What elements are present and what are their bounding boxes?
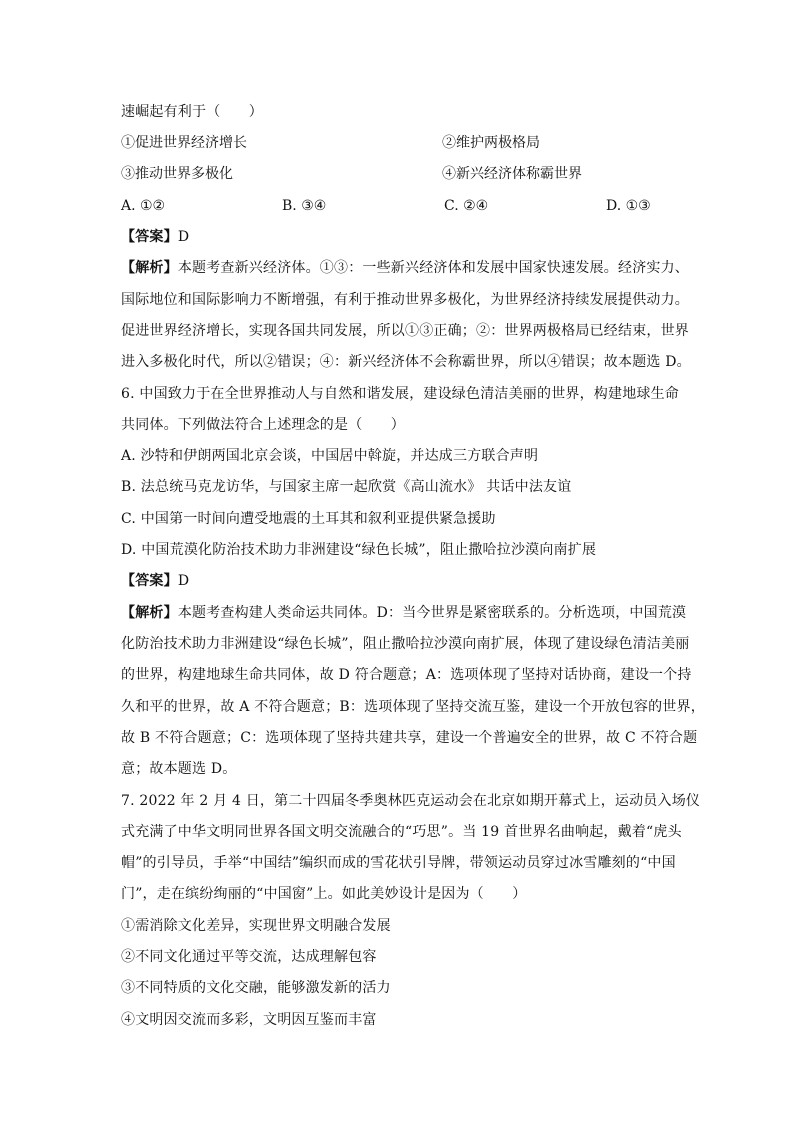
q6-choice-d: D. 中国荒漠化防治技术助力非洲建设“绿色长城”，阻止撒哈拉沙漠向南扩展 <box>121 542 597 558</box>
q7-stem-line-2: 式充满了中华文明同世界各国文明交流融合的“巧思”。当 19 首世界名曲响起，戴着“虎头 <box>121 824 682 840</box>
q7-item-1: ①需消除文化差异，实现世界文明融合发展 <box>121 918 391 934</box>
q5-choice-b: B. ③④ <box>282 198 327 214</box>
q6-answer-label: 【答案】 <box>121 573 178 589</box>
q5-answer-label: 【答案】 <box>121 229 178 245</box>
q6-choice-c: C. 中国第一时间向遭受地震的土耳其和叙利亚提供紧急援助 <box>121 511 496 527</box>
q5-analysis-line-1 <box>121 259 689 277</box>
q5-choice-a: A. ①② <box>121 198 166 214</box>
q5-analysis-line-3: 促进世界经济增长，实现各国共同发展，所以①③正确；②：世界两极格局已经结束，世界 <box>121 323 689 339</box>
q7-stem-line-3: 帽”的引导员，手举“中国结”编织而成的雪花状引导牌，带领运动员穿过冰雪雕刻的“中国 <box>121 855 676 871</box>
q5-analysis-text-1: 本题考查新兴经济体。①③：一些新兴经济体和发展中国家快速发展。经济实力、 <box>177 260 690 276</box>
q5-item-2: ②维护两极格局 <box>442 135 540 151</box>
q7-item-4: ④文明因交流而多彩，文明因互鉴而丰富 <box>121 1012 377 1028</box>
q5-analysis-line-2: 国际地位和国际影响力不断增强，有利于推动世界多极化，为世界经济持续发展提供动力。 <box>121 292 689 308</box>
q6-analysis-line-1 <box>121 604 686 622</box>
q7-item-2: ②不同文化通过平等交流，达成理解包容 <box>121 949 377 965</box>
q6-answer <box>121 572 189 590</box>
q6-analysis-line-6: 意；故本题选 D。 <box>121 761 237 777</box>
q6-stem-line-1: 6. 中国致力于在全世界推动人与自然和谐发展，建设绿色清洁美丽的世界，构建地球生命 <box>121 386 680 402</box>
q5-item-4: ④新兴经济体称霸世界 <box>442 166 582 182</box>
q5-item-1: ①促进世界经济增长 <box>121 135 247 151</box>
q6-analysis-label: 【解析】 <box>121 605 178 621</box>
q7-item-3: ③不同特质的文化交融，能够激发新的活力 <box>121 980 391 996</box>
q6-choice-a: A. 沙特和伊朗两国北京会谈，中国居中斡旋，并达成三方联合声明 <box>121 448 539 464</box>
q7-stem-line-1: 7. 2022 年 2 月 4 日，第二十四届冬季奥林匹克运动会在北京如期开幕式上，运动员入场仪 <box>121 793 701 809</box>
q6-analysis-line-2: 化防治技术助力非洲建设“绿色长城”，阻止撒哈拉沙漠向南扩展，体现了建设绿色清洁美丽 <box>121 636 690 652</box>
q5-choice-c: C. ②④ <box>444 198 489 214</box>
q6-analysis-line-5: 故 B 不符合题意；C：选项体现了坚持共建共享，建设一个普遍安全的世界，故 C 不符合题 <box>121 730 698 746</box>
q5-analysis-line-4: 进入多极化时代，所以②错误；④：新兴经济体不会称霸世界，所以④错误；故本题选 D。 <box>121 354 691 370</box>
q6-stem-line-2: 共同体。下列做法符合上述理念的是（ ） <box>121 417 405 433</box>
q5-analysis-label: 【解析】 <box>121 260 178 276</box>
q6-analysis-text-1: 本题考查构建人类命运共同体。D：当今世界是紧密联系的。分析选项，中国荒漠 <box>177 605 687 621</box>
q5-stem-tail: 速崛起有利于（ ） <box>121 104 263 120</box>
q6-choice-b: B. 法总统马克龙访华，与国家主席一起欣赏《高山流水》 共话中法友谊 <box>121 479 572 495</box>
q7-stem-line-4: 门”，走在缤纷绚丽的“中国窗”上。如此美妙设计是因为（ ） <box>121 886 527 902</box>
q6-analysis-line-3: 的世界，构建地球生命共同体，故 D 符合题意；A：选项体现了坚持对话协商，建设一个持 <box>121 667 692 683</box>
q5-item-3: ③推动世界多极化 <box>121 166 233 182</box>
q5-answer-value: D <box>177 229 190 245</box>
q5-choice-d: D. ①③ <box>606 198 651 214</box>
q6-answer-value: D <box>177 573 190 589</box>
q6-analysis-line-4: 久和平的世界，故 A 不符合题意；B：选项体现了坚持交流互鉴，建设一个开放包容的世界， <box>121 699 705 715</box>
q5-answer <box>121 228 189 246</box>
